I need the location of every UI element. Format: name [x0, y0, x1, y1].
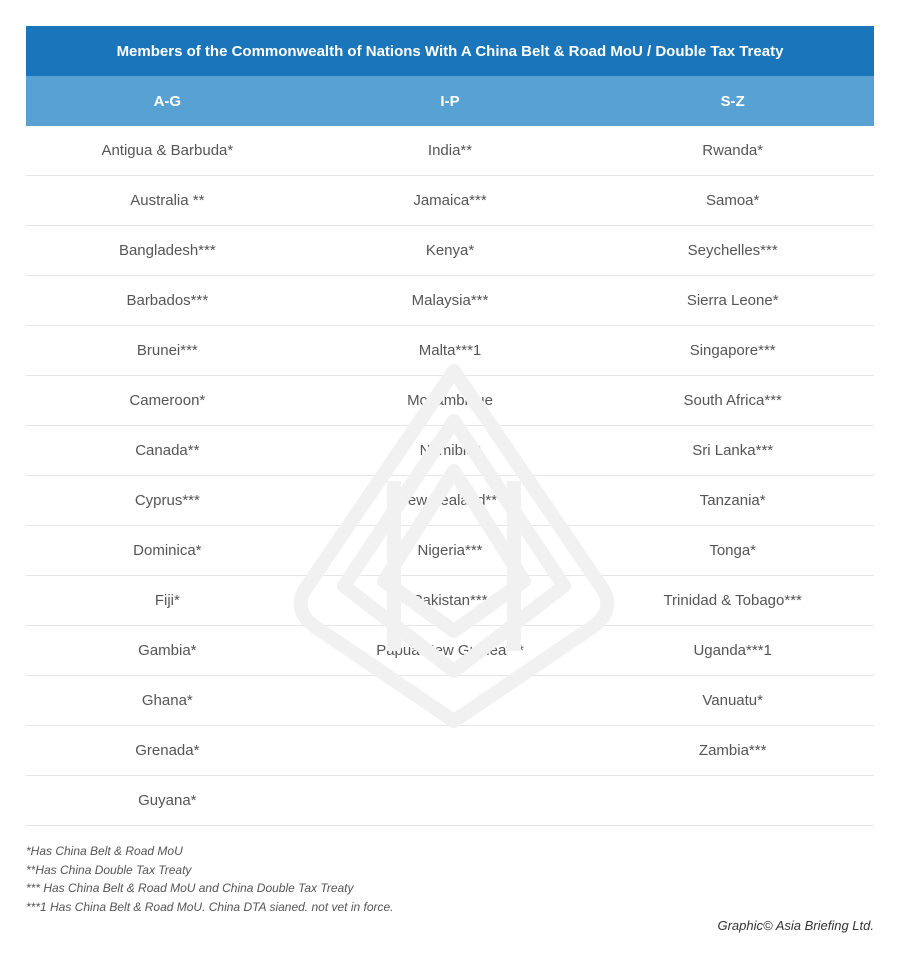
graphic-credit: Graphic© Asia Briefing Ltd.: [717, 918, 874, 933]
table-row: [26, 576, 874, 626]
column-header-a-g: A-G: [153, 92, 182, 110]
table-cell: Brunei***: [136, 342, 198, 359]
footnote: *Has China Belt & Road MoU: [26, 844, 183, 858]
table-cell: India**: [427, 142, 473, 159]
table-row: [26, 776, 874, 826]
table-cell: [309, 676, 592, 725]
table-cell: Singapore***: [689, 342, 776, 359]
table-cell: Seychelles***: [687, 242, 778, 259]
footnote: **Has China Double Tax Treaty: [26, 862, 192, 877]
table-cell: Tonga*: [709, 542, 757, 559]
table-row: [26, 326, 874, 376]
table-cell: Cyprus***: [134, 492, 200, 509]
table-cell: Fiji*: [154, 592, 180, 609]
table-cell: Barbados***: [126, 292, 209, 309]
table-row: [26, 676, 874, 726]
commonwealth-table: [26, 26, 874, 826]
table-body: [26, 126, 874, 826]
table-row: [26, 376, 874, 426]
table-row: [26, 176, 874, 226]
table-cell: Nigeria***: [417, 542, 483, 559]
table-row: [26, 526, 874, 576]
table-row: [26, 426, 874, 476]
table-cell: Jamaica***: [413, 192, 487, 209]
table-cell: Mozambique: [407, 392, 493, 409]
table-cell: Sierra Leone*: [686, 292, 779, 309]
table-row: [26, 126, 874, 176]
table-cell: Australia **: [130, 192, 205, 209]
table-cell: Sri Lanka***: [692, 442, 774, 459]
table-cell: Tanzania*: [699, 492, 766, 509]
footnotes: [26, 842, 394, 916]
table-cell: Namibia*: [419, 442, 481, 459]
table-cell: [591, 776, 874, 825]
table-cell: [309, 726, 592, 775]
table-cell: South Africa***: [683, 392, 782, 409]
table-title: Members of the Commonwealth of Nations With A China Belt & Road MoU / Double Tax Treaty: [26, 26, 874, 76]
column-header-row: [26, 76, 874, 126]
table-cell: Dominica*: [133, 542, 202, 559]
table-cell: Samoa*: [705, 192, 760, 209]
table-cell: Papua New Guinea***: [376, 642, 524, 659]
table-cell: Vanuatu*: [702, 692, 763, 709]
table-row: [26, 476, 874, 526]
table-cell: Pakistan***: [412, 592, 488, 609]
column-header-s-z: S-Z: [720, 92, 745, 110]
table-cell: Malaysia***: [411, 292, 489, 309]
table-cell: Bangladesh***: [118, 242, 216, 259]
table-row: [26, 726, 874, 776]
table-cell: Grenada*: [135, 742, 200, 759]
table-cell: Ghana*: [141, 692, 193, 709]
table-cell: Antigua & Barbuda*: [101, 142, 234, 159]
table-cell: [309, 776, 592, 825]
footnote: ***1 Has China Belt & Road MoU. China DTA sianed. not vet in force.: [26, 899, 394, 914]
table-cell: Gambia*: [138, 642, 197, 659]
table-cell: Malta***1: [418, 342, 482, 359]
table-cell: Kenya*: [425, 242, 475, 259]
table-cell: Cameroon*: [129, 392, 206, 409]
table-cell: Trinidad & Tobago***: [663, 592, 802, 609]
table-cell: Zambia***: [698, 742, 767, 759]
table-cell: Guyana*: [138, 792, 197, 809]
table-cell: Uganda***1: [693, 642, 772, 659]
table-row: [26, 226, 874, 276]
footnote: *** Has China Belt & Road MoU and China Double Tax Treaty: [26, 881, 354, 895]
table-row: [26, 276, 874, 326]
table-cell: Rwanda*: [702, 142, 764, 159]
table-row: [26, 626, 874, 676]
table-cell: Canada**: [135, 442, 200, 459]
column-header-i-p: I-P: [440, 92, 460, 110]
table-cell: New Zealand***: [397, 492, 503, 509]
